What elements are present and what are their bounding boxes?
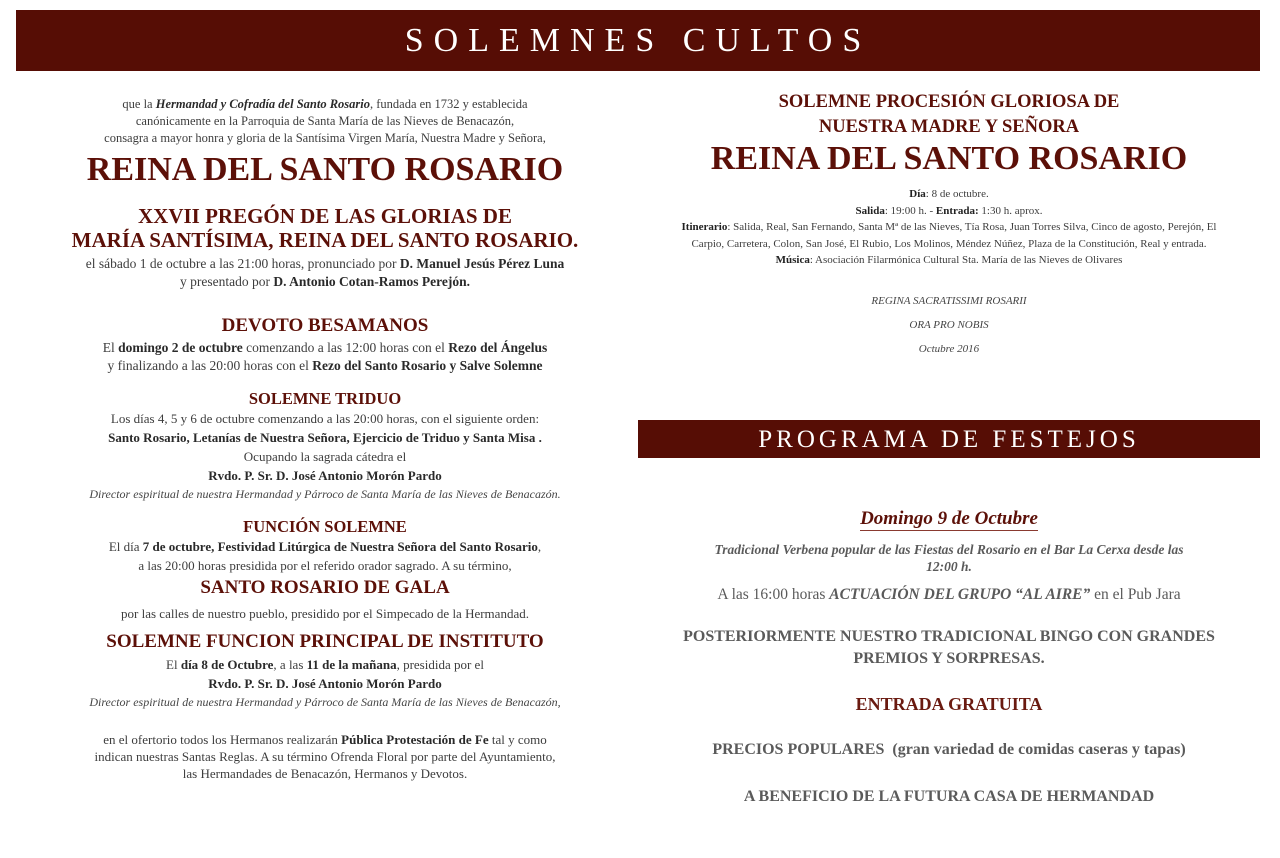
procesion-title-3: REINA DEL SANTO ROSARIO: [710, 140, 1188, 177]
verbena-line-1: Tradicional Verbena popular de las Fiestas del Rosario en el Bar La Cerxa desde las: [714, 542, 1184, 557]
entrada-gratuita: ENTRADA GRATUITA: [855, 694, 1043, 714]
pregon-title-1: XXVII PREGÓN DE LAS GLORIAS DE: [138, 204, 512, 228]
triduo-line-3: Ocupando la sagrada cátedra el: [243, 449, 407, 464]
triduo-line-1: Los días 4, 5 y 6 de octubre comenzando a las 20:00 horas, con el siguiente orden:: [110, 411, 540, 426]
principal-preacher: Rvdo. P. Sr. D. José Antonio Morón Pardo: [208, 676, 442, 691]
intro-line-1: que la Hermandad y Cofradía del Santo Rosario, fundada en 1732 y establecida: [122, 97, 528, 111]
funcion-title: FUNCIÓN SOLEMNE: [243, 517, 407, 536]
page-title: SOLEMNES CULTOS: [404, 22, 872, 59]
pregon-line-1: el sábado 1 de octubre a las 21:00 horas, pronunciado por D. Manuel Jesús Pérez Luna: [85, 256, 565, 271]
bingo-line-2: PREMIOS Y SORPRESAS.: [853, 650, 1045, 667]
gala-title: SANTO ROSARIO DE GALA: [200, 577, 450, 598]
triduo-section: [40, 389, 610, 503]
principal-line-5: indican nuestras Santas Reglas. A su término Ofrenda Floral por parte del Ayuntamiento,: [94, 749, 556, 764]
triduo-preacher-role: Director espiritual de nuestra Hermandad y Párroco de Santa María de las Nieves de Benacazón.: [89, 487, 561, 501]
principal-line-1: El día 8 de Octubre, a las 11 de la mañana, presidida por el: [166, 657, 484, 672]
pregon-section: [40, 204, 610, 291]
bingo-line-1: POSTERIORMENTE NUESTRO TRADICIONAL BINGO CON GRANDES: [683, 628, 1215, 645]
festejos-section: [638, 508, 1260, 808]
cultos-column: [40, 96, 610, 782]
intro-line-2: canónicamente en la Parroquia de Santa María de las Nieves de Benacazón,: [135, 114, 515, 128]
besamanos-line-1: El domingo 2 de octubre comenzando a las 12:00 horas con el Rezo del Ángelus: [102, 340, 548, 355]
principal-section: [40, 631, 610, 782]
procesion-musica: Música: Asociación Filarmónica Cultural Sta. María de las Nieves de Olivares: [775, 254, 1123, 266]
pregon-title-2: MARÍA SANTÍSIMA, REINA DEL SANTO ROSARIO.: [71, 228, 579, 252]
besamanos-line-2: y finalizando a las 20:00 horas con el Rezo del Santo Rosario y Salve Solemne: [107, 358, 543, 373]
intro-section: [40, 96, 610, 190]
besamanos-title: DEVOTO BESAMANOS: [221, 315, 429, 336]
latin-line-2: ORA PRO NOBIS: [909, 318, 989, 331]
pregon-line-2: y presentado por D. Antonio Cotan-Ramos Perejón.: [180, 274, 470, 289]
besamanos-section: [40, 315, 610, 375]
precios-line: PRECIOS POPULARES (gran variedad de comidas caseras y tapas): [712, 741, 1186, 758]
document-date: Octubre 2016: [918, 342, 980, 355]
festejos-title: PROGRAMA DE FESTEJOS: [758, 426, 1140, 453]
procesion-dia: Día: 8 de octubre.: [909, 188, 989, 200]
festejos-date: Domingo 9 de Octubre: [860, 508, 1038, 529]
procesion-title-1: SOLEMNE PROCESIÓN GLORIOSA DE: [778, 92, 1120, 112]
principal-preacher-role: Director espiritual de nuestra Hermandad y Párroco de Santa María de las Nieves de Benacazón,: [89, 695, 561, 709]
procesion-itinerario: Itinerario: Salida, Real, San Fernando, Santa Mª de las Nieves, Tía Rosa, Juan Torres Silva, Cinco de agosto, Perejón, El: [681, 221, 1217, 233]
verbena-line-2: 12:00 h.: [926, 559, 972, 574]
principal-line-4: en el ofertorio todos los Hermanos realizarán Pública Protestación de Fe tal y como: [103, 732, 547, 747]
procesion-title-2: NUESTRA MADRE Y SEÑORA: [818, 117, 1080, 137]
triduo-preacher: Rvdo. P. Sr. D. José Antonio Morón Pardo: [208, 468, 442, 483]
triduo-line-2: Santo Rosario, Letanías de Nuestra Señora, Ejercicio de Triduo y Santa Misa .: [108, 430, 542, 445]
page-title-banner: [16, 10, 1260, 71]
funcion-section: [40, 517, 610, 623]
gala-line: por las calles de nuestro pueblo, presidido por el Simpecado de la Hermandad.: [121, 606, 529, 621]
intro-title: REINA DEL SANTO ROSARIO: [86, 151, 564, 188]
intro-line-3: consagra a mayor honra y gloria de la Santísima Virgen María, Nuestra Madre y Señora,: [104, 131, 546, 145]
procesion-section: [638, 90, 1260, 355]
procesion-itinerario-cont: Carpio, Carretera, Colon, San José, El Rubio, Los Molinos, Méndez Núñez, Plaza de la Constitución, Real y entrada.: [691, 237, 1207, 250]
procesion-horario: Salida: 19:00 h. - Entrada: 1:30 h. aprox.: [855, 204, 1043, 217]
principal-line-6: las Hermandades de Benacazón, Hermanos y Devotos.: [182, 766, 468, 781]
latin-line-1: REGINA SACRATISSIMI ROSARII: [871, 294, 1027, 307]
funcion-line-2: a las 20:00 horas presidida por el referido orador sagrado. A su término,: [138, 558, 512, 573]
procesion-details: [638, 186, 1260, 269]
funcion-line-1: El día 7 de octubre, Festividad Litúrgica de Nuestra Señora del Santo Rosario,: [108, 539, 542, 554]
beneficio-line: A BENEFICIO DE LA FUTURA CASA DE HERMANDAD: [743, 788, 1155, 805]
actuacion-line: A las 16:00 horas ACTUACIÓN DEL GRUPO “AL AIRE” en el Pub Jara: [717, 586, 1181, 603]
principal-title: SOLEMNE FUNCION PRINCIPAL DE INSTITUTO: [106, 631, 544, 652]
triduo-title: SOLEMNE TRIDUO: [248, 389, 402, 408]
festejos-banner: [638, 420, 1260, 458]
